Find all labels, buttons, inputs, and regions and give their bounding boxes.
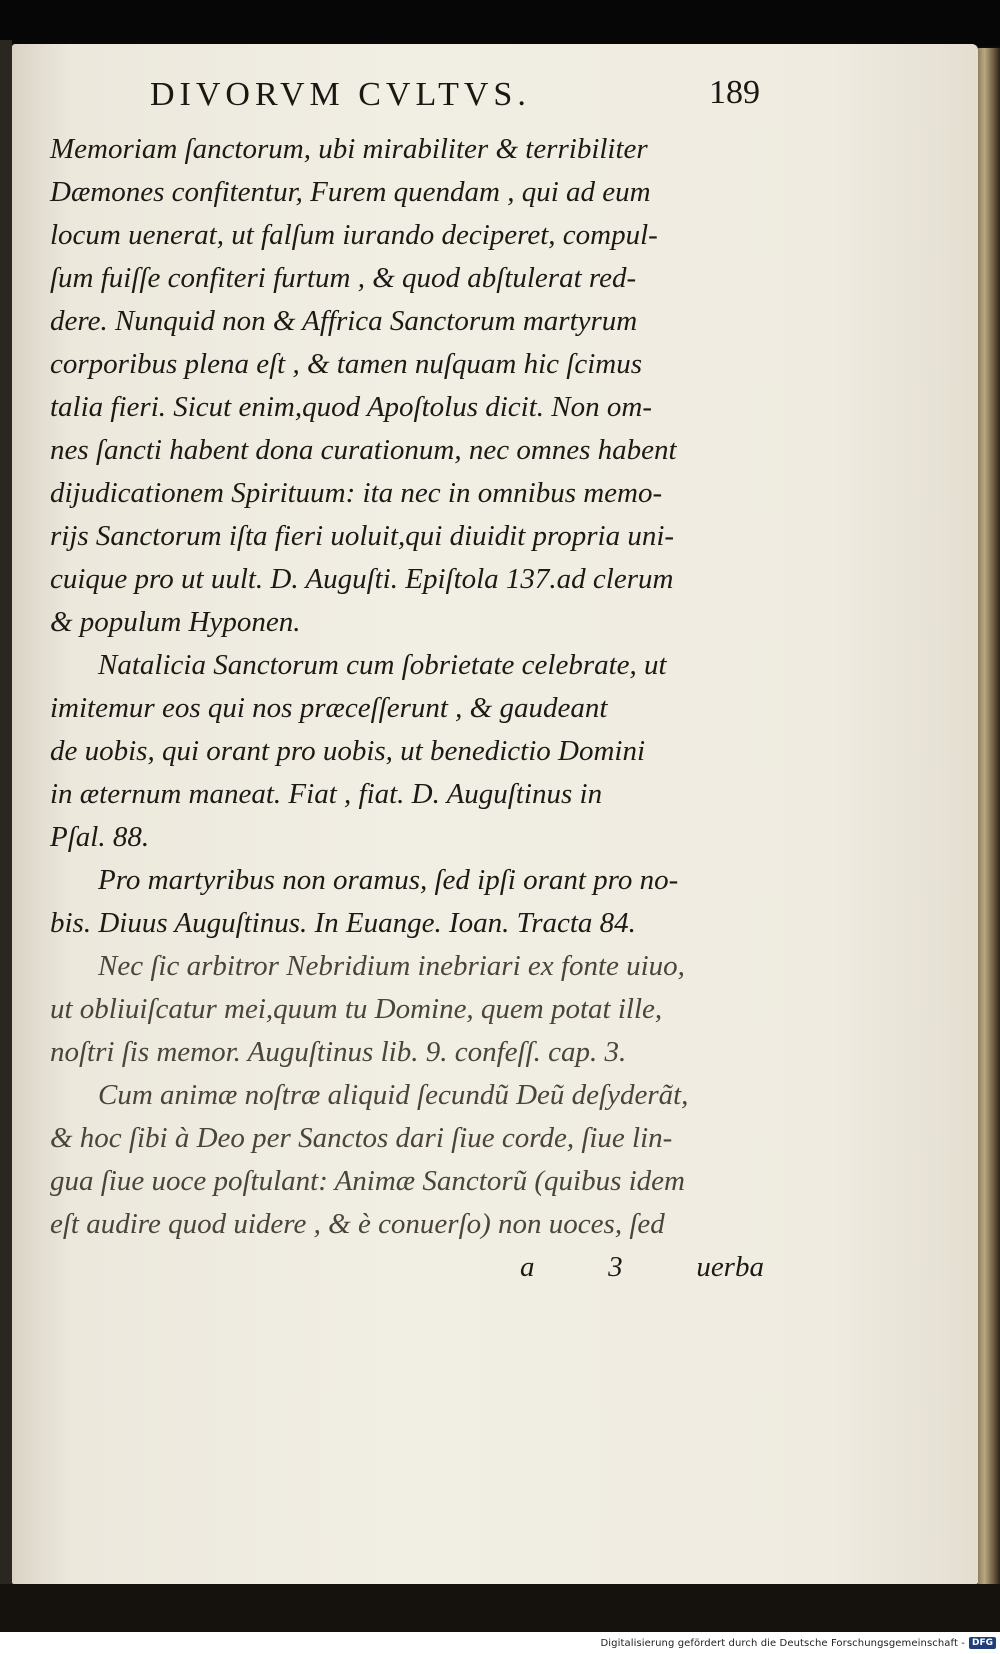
text-line: Dæmones confitentur, Furem quendam , qui ad eum [50,176,651,208]
text-line: de uobis, qui orant pro uobis, ut benedictio Domini [50,735,646,767]
text-line: noſtri ſis memor. Auguſtinus lib. 9. confeſſ. cap. 3. [50,1036,627,1068]
text-line: Pſal. 88. [50,821,150,853]
body-text [50,128,764,1289]
footer-credit: Digitalisierung gefördert durch die Deutsche Forschungsgemeinschaft - [600,1637,965,1649]
page-header [150,76,760,126]
text-line: & hoc ſibi à Deo per Sanctos dari ſiue corde, ſiue lin- [50,1122,673,1154]
digitization-footer [0,1632,1000,1654]
text-line: & populum Hyponen. [50,606,301,638]
text-line: Nec ſic arbitror Nebridium inebriari ex fonte uiuo, [98,950,685,982]
catchword: uerba [696,1251,764,1283]
text-line: corporibus plena eſt , & tamen nuſquam hic ſcimus [50,348,643,380]
signature-mark: a [520,1251,535,1283]
dfg-logo-icon: DFG [969,1637,996,1649]
text-line: bis. Diuus Auguſtinus. In Euange. Ioan. Tracta 84. [50,907,636,939]
text-line: imitemur eos qui nos præceſſerunt , & gaudeant [50,692,608,724]
text-line: ſum fuiſſe confiteri furtum , & quod abſtulerat red- [50,262,637,294]
scan-background-bottom [0,1584,1000,1632]
text-line: Pro martyribus non oramus, ſed ipſi orant pro no- [98,864,679,896]
text-line: nes ſancti habent dona curationum, nec omnes habent [50,434,677,466]
running-title: DIVORVM CVLTVS. [150,76,531,113]
book-fore-edge [978,48,1000,1588]
text-line: dijudicationem Spirituum: ita nec in omnibus memo- [50,477,663,509]
text-line: locum uenerat, ut falſum iurando deciperet, compul- [50,219,658,251]
scan-background-top [0,0,1000,46]
page-number: 189 [709,74,760,111]
text-line: dere. Nunquid non & Affrica Sanctorum martyrum [50,305,638,337]
text-line: gua ſiue uoce poſtulant: Animæ Sanctorũ (quibus idem [50,1165,685,1197]
book-left-edge [0,40,12,1600]
text-line: in æternum maneat. Fiat , fiat. D. Auguſtinus in [50,778,603,810]
text-line: ut obliuiſcatur mei,quum tu Domine, quem potat ille, [50,993,663,1025]
text-line: Cum animæ noſtræ aliquid ſecundũ Deũ deſyderãt, [98,1079,689,1111]
text-line: Memoriam ſanctorum, ubi mirabiliter & terribiliter [50,133,648,165]
text-line: eſt audire quod uidere , & è conuerſo) non uoces, ſed [50,1208,665,1240]
text-line: cuique pro ut uult. D. Auguſti. Epiſtola 137.ad clerum [50,563,674,595]
text-line: talia fieri. Sicut enim,quod Apoſtolus dicit. Non om- [50,391,652,423]
text-line: rijs Sanctorum iſta fieri uoluit,qui diuidit propria uni- [50,520,675,552]
signature-number: 3 [608,1251,623,1283]
signature-line [50,1246,764,1289]
text-line: Natalicia Sanctorum cum ſobrietate celebrate, ut [98,649,667,681]
